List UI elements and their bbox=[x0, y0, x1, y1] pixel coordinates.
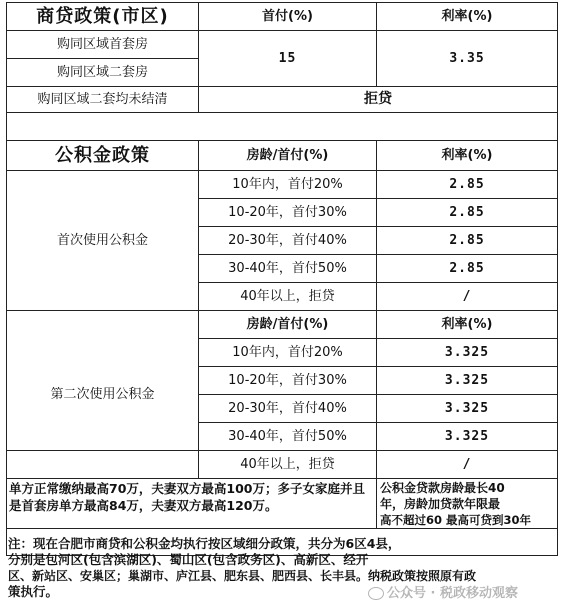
first-use-age-1: 10年内，首付20% bbox=[232, 176, 343, 192]
commercial-row-two-unsettled: 购同区域二套均未结清 bbox=[37, 91, 168, 107]
second-use-rate-1: 3.325 bbox=[444, 344, 490, 360]
watermark bbox=[368, 582, 518, 601]
second-use-age-5: 40年以上，拒贷 bbox=[240, 456, 335, 472]
provident-col-age: 房龄/首付(%) bbox=[246, 147, 329, 163]
commercial-row-first-home: 购同区域首套房 bbox=[56, 36, 148, 52]
commercial-row-second-home: 购同区域二套房 bbox=[56, 64, 148, 80]
rule bbox=[376, 478, 377, 528]
first-use-age-4: 30-40年，首付50% bbox=[228, 260, 347, 276]
watermark-text: 公众号 · 税政移动观察 bbox=[387, 586, 518, 601]
first-use-rate-5: / bbox=[462, 288, 472, 304]
commercial-col-rate: 利率(%) bbox=[441, 8, 493, 24]
first-use-age-2: 10-20年，首付30% bbox=[228, 204, 347, 220]
second-use-age-3: 20-30年，首付40% bbox=[228, 400, 347, 416]
second-use-rate-5: / bbox=[462, 456, 472, 472]
provident-title: 公积金政策 bbox=[55, 144, 150, 166]
second-use-rate-3: 3.325 bbox=[444, 400, 490, 416]
rule bbox=[6, 478, 558, 479]
limits-right-line-3: 高不超过60 最高可贷到30年 bbox=[380, 513, 532, 527]
limits-right-line-2: 年，房龄加贷款年限最 bbox=[380, 497, 501, 511]
provident-col-rate: 利率(%) bbox=[441, 147, 493, 163]
second-use-age-2: 10-20年，首付30% bbox=[228, 372, 347, 388]
first-use-rate-2: 2.85 bbox=[449, 204, 485, 220]
rule bbox=[6, 528, 558, 529]
second-use-rate-2: 3.325 bbox=[444, 372, 490, 388]
second-use-col-rate: 利率(%) bbox=[441, 316, 493, 332]
rule bbox=[6, 112, 558, 113]
first-use-age-5: 40年以上，拒贷 bbox=[240, 288, 335, 304]
second-use-rate-4: 3.325 bbox=[444, 428, 490, 444]
note-line-2: 分别是包河区(包含滨湖区)、蜀山区(包含政务区)、高新区、经开 bbox=[8, 552, 369, 567]
limits-right-block bbox=[380, 480, 556, 528]
first-use-rate-4: 2.85 bbox=[449, 260, 485, 276]
second-use-col-age: 房龄/首付(%) bbox=[246, 316, 329, 332]
commercial-title: 商贷政策(市区) bbox=[36, 5, 169, 27]
note-line-3: 区、新站区、安巢区；巢湖市、庐江县、肥东县、肥西县、长丰县。纳税政策按照原有政 bbox=[8, 569, 477, 583]
note-line-1: 注：现在合肥市商贷和公积金均执行按区域细分政策，共分为6区4县， bbox=[8, 536, 401, 551]
first-use-rate-3: 2.85 bbox=[449, 232, 485, 248]
note-line-4: 策执行。 bbox=[8, 584, 59, 599]
commercial-refused: 拒贷 bbox=[364, 91, 392, 108]
commercial-down-value: 15 bbox=[278, 50, 297, 66]
provident-second-use-label: 第二次使用公积金 bbox=[50, 386, 155, 402]
wechat-icon bbox=[368, 587, 384, 600]
first-use-rate-1: 2.85 bbox=[449, 176, 485, 192]
first-use-age-3: 20-30年，首付40% bbox=[228, 232, 347, 248]
limits-left-text: 单方正常缴纳最高70万，夫妻双方最高100万；多子女家庭并且是首套房单方最高84万，夫妻双方最高120万。 bbox=[9, 481, 365, 513]
second-use-age-4: 30-40年，首付50% bbox=[228, 428, 347, 444]
provident-first-use-label: 首次使用公积金 bbox=[56, 232, 148, 248]
table-border-right bbox=[557, 2, 558, 555]
commercial-col-down-payment: 首付(%) bbox=[262, 8, 313, 24]
second-use-age-1: 10年内，首付20% bbox=[232, 344, 343, 360]
limits-right-line-1: 公积金贷款房龄最长40 bbox=[380, 481, 505, 495]
commercial-rate-value: 3.35 bbox=[449, 50, 485, 66]
